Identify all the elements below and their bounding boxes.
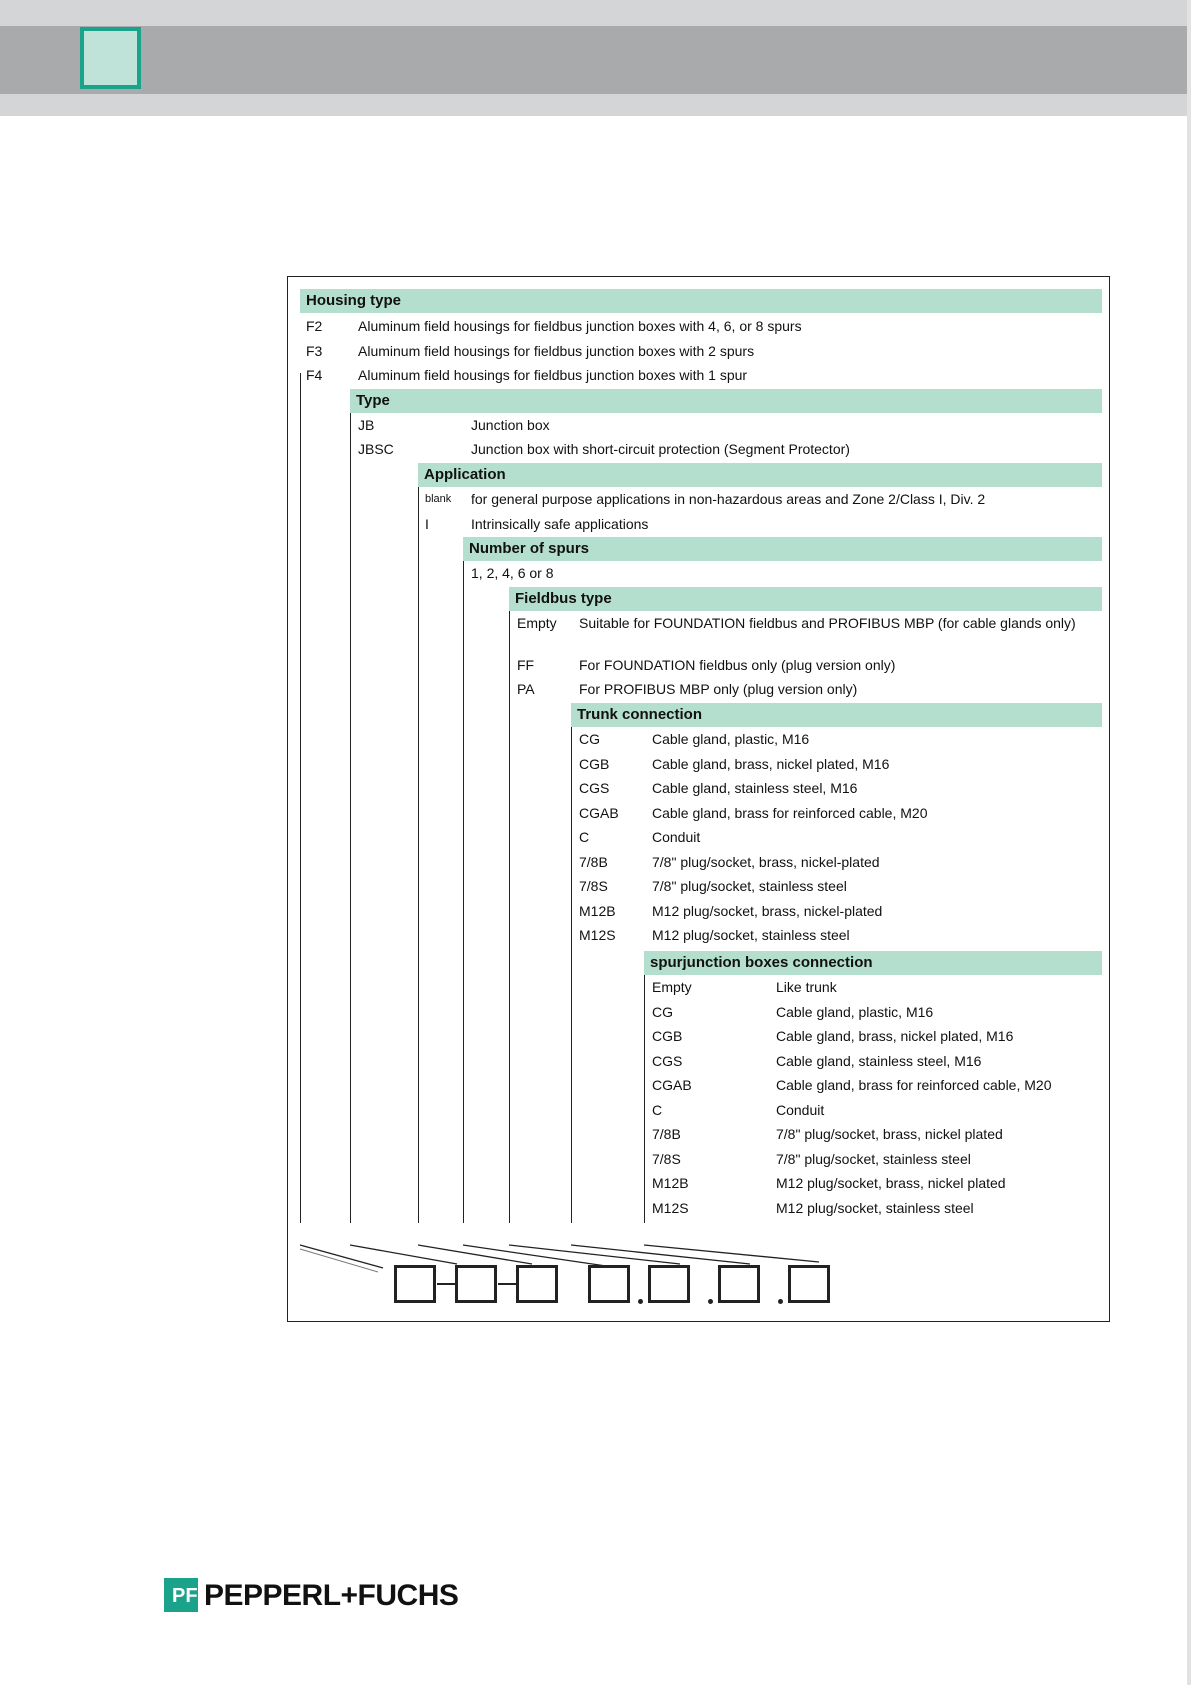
svg-text:PF: PF [172,1585,198,1607]
type-desc: Junction box with short-circuit protection (Segment Protector) [471,441,850,457]
code-dash [437,1283,455,1285]
fieldbus-desc: For FOUNDATION fieldbus only (plug version only) [579,657,896,673]
spurs-values: 1, 2, 4, 6 or 8 [471,565,554,581]
code-box-spurs [588,1265,630,1303]
spur-desc: M12 plug/socket, stainless steel [776,1200,974,1216]
trunk-code: CGB [579,756,610,772]
trunk-code: 7/8B [579,854,608,870]
connector-fill-1 [300,1249,378,1272]
section-header-housing-type: Housing type [300,289,1102,313]
housing-code: F4 [306,367,323,383]
connector-spur [644,1245,819,1262]
housing-desc: Aluminum field housings for fieldbus junction boxes with 2 spurs [358,343,755,359]
section-header-spur-connection: spurjunction boxes connection [644,951,1102,975]
code-dot [638,1299,643,1304]
page-edge-strip [1187,0,1191,1685]
trunk-desc: Cable gland, brass, nickel plated, M16 [652,756,890,772]
fieldbus-code: Empty [517,615,557,631]
trunk-code: M12S [579,927,616,943]
spur-code: M12S [652,1200,689,1216]
spur-desc: Cable gland, brass, nickel plated, M16 [776,1028,1014,1044]
code-box-fieldbus [648,1265,690,1303]
trunk-desc: M12 plug/socket, stainless steel [652,927,850,943]
type-desc: Junction box [471,417,550,433]
housing-code: F2 [306,318,323,334]
section-header-trunk-connection: Trunk connection [571,703,1102,727]
spur-desc: M12 plug/socket, brass, nickel plated [776,1175,1006,1191]
application-desc: for general purpose applications in non-hazardous areas and Zone 2/Class I, Div. 2 [471,491,986,507]
spur-desc: Cable gland, plastic, M16 [776,1004,934,1020]
header-bar [0,26,1191,94]
spur-desc: Cable gland, stainless steel, M16 [776,1053,982,1069]
code-dot [708,1299,713,1304]
code-box-housing [394,1265,436,1303]
trunk-desc: 7/8" plug/socket, brass, nickel-plated [652,854,880,870]
header-bottom-band [0,94,1191,116]
spur-code: Empty [652,979,692,995]
housing-code: F3 [306,343,323,359]
trunk-code: C [579,829,590,845]
trunk-desc: Cable gland, brass for reinforced cable, M20 [652,805,928,821]
connector-lines [288,277,1111,1323]
type-code-diagram [287,276,1110,1322]
spur-desc: Cable gland, brass for reinforced cable, M20 [776,1077,1052,1093]
trunk-desc: Conduit [652,829,701,845]
type-code: JBSC [358,441,394,457]
brand-mark-icon [164,1578,198,1612]
section-header-application: Application [418,463,1102,487]
trunk-desc: Cable gland, plastic, M16 [652,731,810,747]
spur-desc: Conduit [776,1102,825,1118]
application-code: blank [425,493,452,505]
fieldbus-desc: For PROFIBUS MBP only (plug version only) [579,681,858,697]
code-box-trunk [718,1265,760,1303]
trunk-code: CGS [579,780,610,796]
trunk-desc: M12 plug/socket, brass, nickel-plated [652,903,883,919]
spur-code: CGB [652,1028,683,1044]
spur-code: M12B [652,1175,689,1191]
trunk-code: 7/8S [579,878,608,894]
spur-code: CG [652,1004,673,1020]
spur-desc: 7/8" plug/socket, stainless steel [776,1151,971,1167]
trunk-code: M12B [579,903,616,919]
housing-desc: Aluminum field housings for fieldbus junction boxes with 4, 6, or 8 spurs [358,318,802,334]
trunk-desc: Cable gland, stainless steel, M16 [652,780,858,796]
spur-code: CGS [652,1053,683,1069]
header-top-band [0,0,1191,26]
connector-type [350,1245,457,1264]
code-box-application [516,1265,558,1303]
chapter-marker [80,27,141,89]
fieldbus-code: FF [517,657,535,673]
trunk-code: CG [579,731,600,747]
brand-name: PEPPERL+FUCHS [204,1579,459,1612]
section-header-number-of-spurs: Number of spurs [463,537,1102,561]
application-code: I [425,516,429,532]
trunk-code: CGAB [579,805,619,821]
spur-code: CGAB [652,1077,692,1093]
spur-code: 7/8S [652,1151,681,1167]
section-header-fieldbus-type: Fieldbus type [509,587,1102,611]
fieldbus-code: PA [517,681,535,697]
housing-desc: Aluminum field housings for fieldbus junction boxes with 1 spur [358,367,748,383]
spur-code: C [652,1102,663,1118]
fieldbus-desc: Suitable for FOUNDATION fieldbus and PROFIBUS MBP (for cable glands only) [579,615,1076,631]
trunk-desc: 7/8" plug/socket, stainless steel [652,878,847,894]
spur-code: 7/8B [652,1126,681,1142]
spur-desc: Like trunk [776,979,837,995]
application-desc: Intrinsically safe applications [471,516,649,532]
section-header-type: Type [350,389,1102,413]
code-box-spur [788,1265,830,1303]
code-box-type [455,1265,497,1303]
code-dot [778,1299,783,1304]
spur-desc: 7/8" plug/socket, brass, nickel plated [776,1126,1003,1142]
code-dash [498,1283,516,1285]
connector-application [418,1245,532,1264]
type-code: JB [358,417,375,433]
